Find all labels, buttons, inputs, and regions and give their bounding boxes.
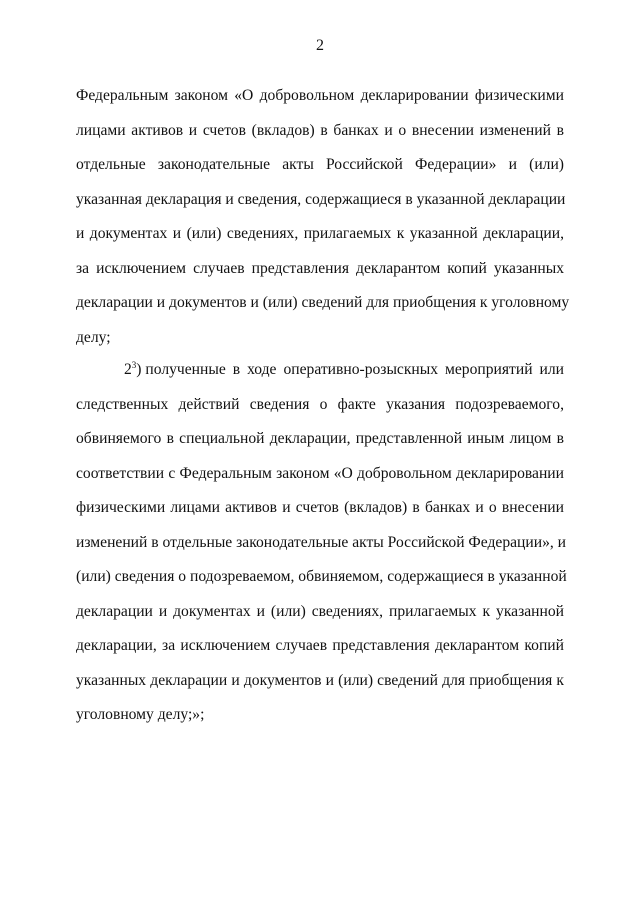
- text-line: отдельные законодательные акты Российской Федерации» и (или): [76, 156, 564, 173]
- paragraph-2: [76, 358, 567, 738]
- paragraph-1: [76, 84, 570, 360]
- text-line: указанная декларация и сведения, содержащиеся в указанной декларации: [76, 190, 566, 208]
- text-line: декларации и документах и (или) сведениях, прилагаемых к указанной: [76, 602, 564, 620]
- text-line: следственных действий сведения о факте указания подозреваемого,: [76, 395, 564, 413]
- text-line: лицами активов и счетов (вкладов) в банках и о внесении изменений в: [76, 121, 564, 139]
- text-line: Федеральным законом «О добровольном декларировании физическими: [76, 87, 564, 104]
- text-line: декларации и документов и (или) сведений для приобщения к уголовному: [76, 294, 570, 311]
- text-line: делу;: [76, 328, 111, 346]
- text-line: физическими лицами активов и счетов (вкладов) в банках и о внесении: [76, 499, 564, 516]
- text-line: и документах и (или) сведениях, прилагаемых к указанной декларации,: [76, 225, 564, 242]
- text-line: декларации, за исключением случаев представления декларантом копий: [76, 637, 564, 654]
- text-line: указанных декларации и документов и (или) сведений для приобщения к: [76, 671, 564, 689]
- item-superscript: 3: [131, 360, 137, 370]
- text-line: изменений в отдельные законодательные акты Российской Федерации», и: [76, 533, 567, 551]
- text-line: обвиняемого в специальной декларации, представленной иным лицом в: [76, 430, 564, 447]
- text-line: соответствии с Федеральным законом «О добровольном декларировании: [76, 464, 564, 482]
- item-number: $2^3$): [124, 360, 142, 378]
- text-line-first: [76, 358, 564, 393]
- page-number: 2: [316, 37, 324, 54]
- text-line: за исключением случаев представления декларантом копий указанных: [76, 259, 564, 277]
- text-line: полученные в ходе оперативно-розыскных мероприятий или: [145, 361, 564, 378]
- text-line: (или) сведения о подозреваемом, обвиняемом, содержащиеся в указанной: [76, 568, 567, 585]
- text-line: уголовному делу;»;: [76, 706, 205, 723]
